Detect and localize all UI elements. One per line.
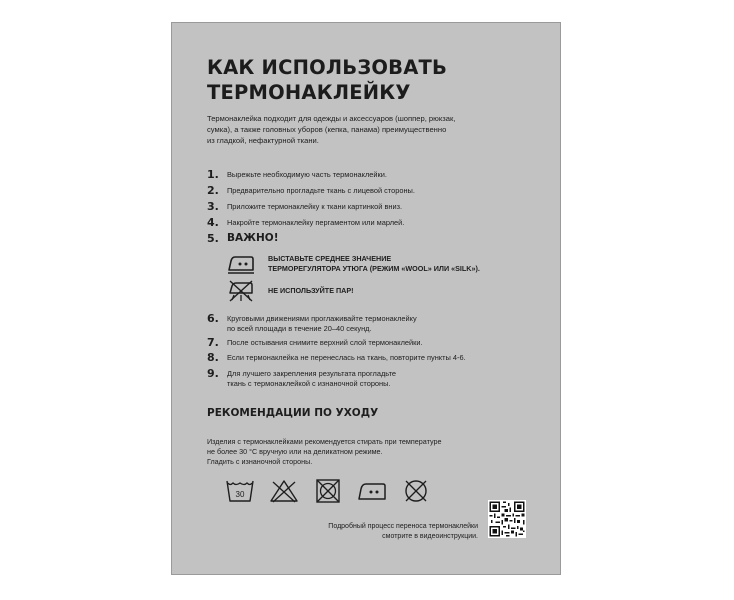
qr-code-icon[interactable] <box>488 500 526 538</box>
iron-two-dots-icon <box>226 253 256 275</box>
warning-text: ВЫСТАВЬТЕ СРЕДНЕЕ ЗНАЧЕНИЕ ТЕРМОРЕГУЛЯТОРА УТЮГА (РЕЖИМ «WOOL» ИЛИ «SILK»). <box>268 254 480 273</box>
no-bleach-icon <box>269 478 299 504</box>
step-9 <box>207 368 396 389</box>
wash-30-icon <box>225 478 255 504</box>
care-symbols <box>225 478 431 504</box>
step-number: 5. <box>207 232 219 245</box>
step-text: Вырежьте необходимую часть термонаклейки. <box>227 170 387 179</box>
step-number: 4. <box>207 216 219 229</box>
no-steam-warning <box>226 280 354 302</box>
step-1 <box>207 169 387 180</box>
instruction-card <box>171 22 561 575</box>
step-text: Круговыми движениями проглаживайте термонаклейку по всей площади в течение 20–40 секунд. <box>227 314 417 333</box>
step-text: Если термонаклейка не перенеслась на ткань, повторите пункты 4-6. <box>227 353 466 362</box>
no-tumble-dry-icon <box>313 478 343 504</box>
step-text: Накройте термонаклейку пергаментом или марлей. <box>227 218 405 227</box>
step-number: 8. <box>207 351 219 364</box>
wash-temperature: 30 <box>235 490 245 499</box>
important-label: ВАЖНО! <box>227 232 279 244</box>
step-7 <box>207 337 423 348</box>
step-3 <box>207 201 402 212</box>
iron-setting-warning <box>226 253 480 275</box>
step-8 <box>207 352 466 363</box>
step-6 <box>207 313 417 334</box>
step-number: 3. <box>207 200 219 213</box>
intro-text: Термонаклейка подходит для одежды и аксессуаров (шоппер, рюкзак, сумка), а также головных уборов (кепка, панама) преимущественно из гладкой, нефактурной ткани. <box>207 114 456 145</box>
step-number: 9. <box>207 367 219 380</box>
step-text: Для лучшего закрепления результата прогладьте ткань с термонаклейкой с изнаночной стороны. <box>227 369 396 388</box>
video-instruction-note: Подробный процесс переноса термонаклейки смотрите в видеоинструкции. <box>328 523 478 540</box>
care-text: Изделия с термонаклейками рекомендуется стирать при температуре не более 30 °С вручную или на деликатном режиме. Гладить с изнаночной стороны. <box>207 437 442 466</box>
step-number: 6. <box>207 312 219 325</box>
step-text: После остывания снимите верхний слой термонаклейки. <box>227 338 423 347</box>
step-5 <box>207 233 279 244</box>
no-dry-clean-icon <box>401 478 431 504</box>
care-section-title: РЕКОМЕНДАЦИИ ПО УХОДУ <box>207 407 379 419</box>
step-number: 2. <box>207 184 219 197</box>
step-text: Предварительно прогладьте ткань с лицевой стороны. <box>227 186 415 195</box>
step-4 <box>207 217 404 228</box>
warning-text: НЕ ИСПОЛЬЗУЙТЕ ПАР! <box>268 286 354 295</box>
no-steam-icon <box>226 280 256 302</box>
step-text: Приложите термонаклейку к ткани картинкой вниз. <box>227 202 403 211</box>
step-number: 1. <box>207 168 219 181</box>
step-number: 7. <box>207 336 219 349</box>
iron-medium-icon <box>357 478 387 504</box>
page-title: КАК ИСПОЛЬЗОВАТЬ ТЕРМОНАКЛЕЙКУ <box>207 56 448 104</box>
step-2 <box>207 185 415 196</box>
